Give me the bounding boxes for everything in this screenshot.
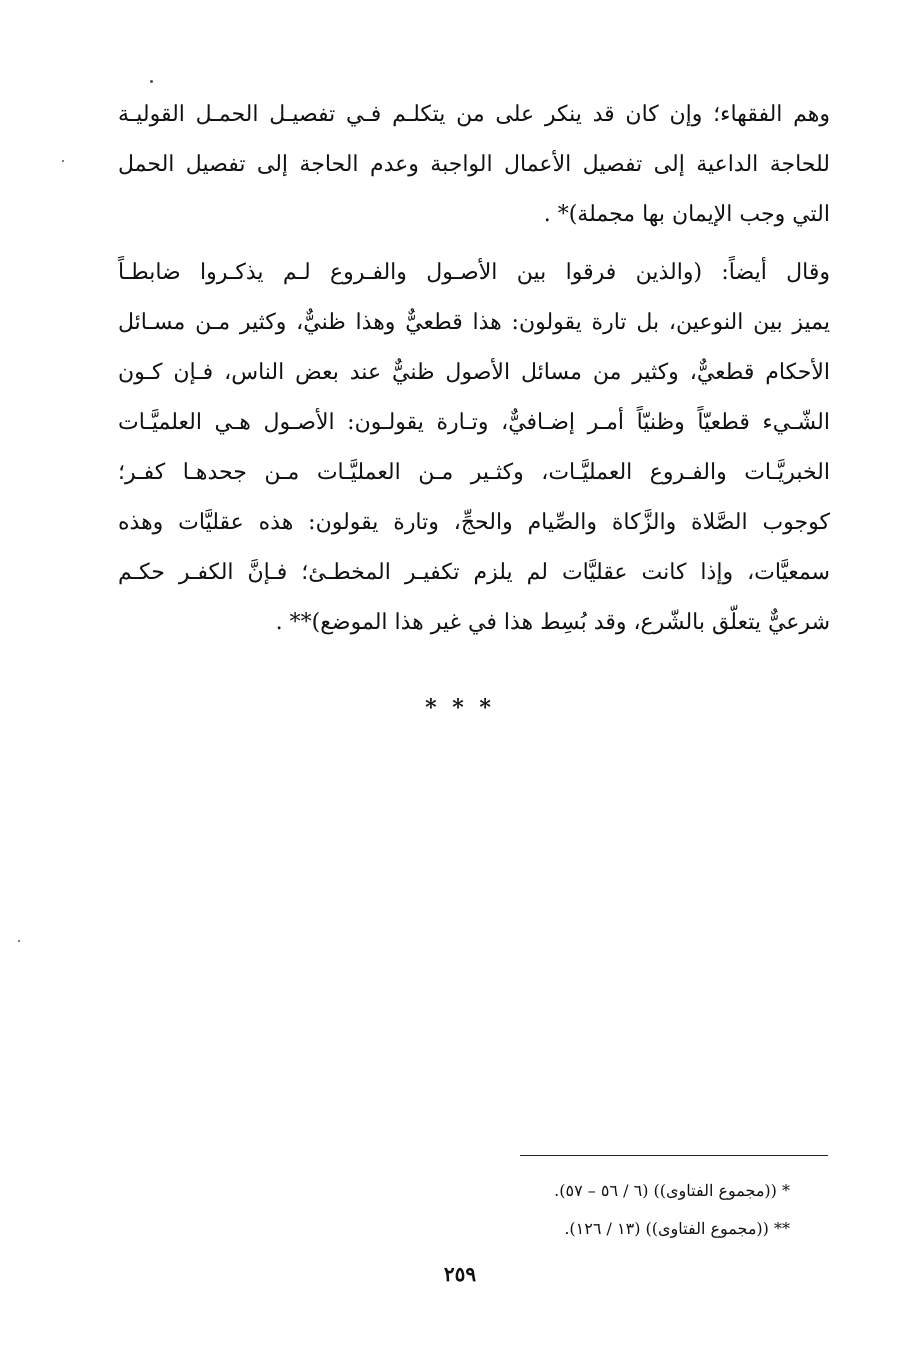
main-text bbox=[118, 90, 830, 648]
text-line: وقال أيضاً: (والذين فرقوا بين الأصـول والفـروع لـم يذكـروا ضابطـاً bbox=[118, 260, 830, 285]
text-line: الشّـيء قطعيّاً وظنيّاً أمـر إضـافيٌّ، وتـارة يقولـون: الأصـول هـي العلميَّـات bbox=[118, 410, 830, 435]
footnote-1: * ((مجموع الفتاوى)) (٦ / ٥٦ – ٥٧). bbox=[554, 1181, 790, 1200]
paragraph-1 bbox=[118, 90, 830, 240]
text-line: سمعيَّات، وإذا كانت عقليَّات لم يلزم تكفيـر المخطـئ؛ فـإنَّ الكفـر حكـم bbox=[118, 560, 830, 585]
text-line: الأحكام قطعيٌّ، وكثير من مسائل الأصول ظنيٌّ عند بعض الناس، فـإن كـون bbox=[118, 360, 831, 385]
text-line: شرعيٌّ يتعلّق بالشّرع، وقد بُسِط هذا في غير هذا الموضع)** . bbox=[275, 610, 830, 635]
text-line: للحاجة الداعية إلى تفصيل الأعمال الواجبة وعدم الحاجة إلى تفصيل الحمل bbox=[118, 152, 830, 177]
text-line: يميز بين النوعين، بل تارة يقولون: هذا قطعيٌّ وهذا ظنيٌّ، وكثير مـن مسـائل bbox=[118, 310, 830, 335]
page-number: ٢٥٩ bbox=[443, 1262, 477, 1286]
scan-speck bbox=[18, 940, 20, 942]
section-separator: * * * bbox=[425, 695, 495, 721]
scan-speck bbox=[62, 160, 64, 162]
text-line: الخبريَّـات والفـروع العمليَّـات، وكثـير مـن العمليَّـات مـن جحدهـا كفـر؛ bbox=[118, 460, 830, 485]
text-line: التي وجب الإيمان بها مجملة)* . bbox=[543, 202, 830, 227]
paragraph-2 bbox=[118, 248, 830, 648]
footnote-divider bbox=[520, 1155, 828, 1156]
scan-speck bbox=[150, 80, 153, 83]
text-line: وهم الفقهاء؛ وإن كان قد ينكر على من يتكلـم فـي تفصيـل الحمـل القوليـة bbox=[118, 102, 830, 127]
footnotes bbox=[420, 1172, 790, 1248]
footnote-2: ** ((مجموع الفتاوى)) (١٣ / ١٢٦). bbox=[564, 1219, 790, 1238]
text-line: كوجوب الصَّلاة والزَّكاة والصِّيام والحجِّ، وتارة يقولون: هذه عقليَّات وهذه bbox=[118, 510, 830, 535]
